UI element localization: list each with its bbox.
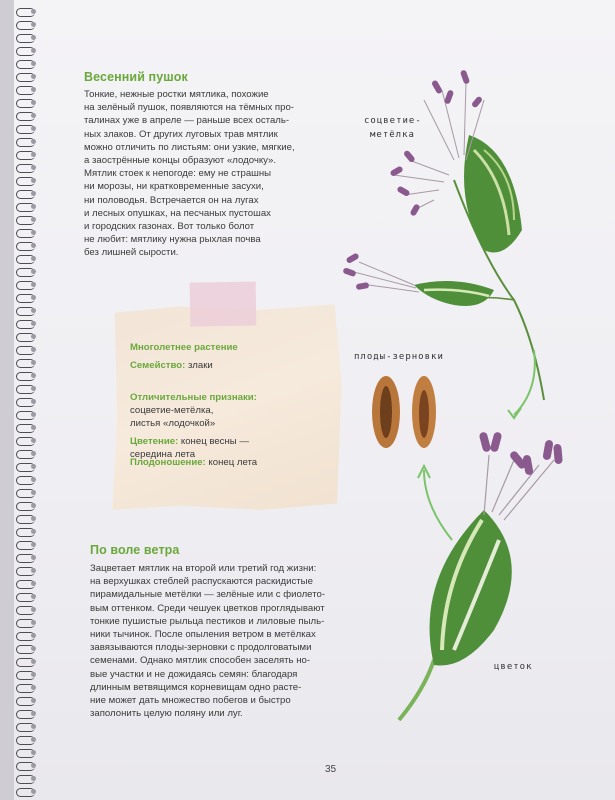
fruit-label: Плодоношение: bbox=[130, 457, 206, 468]
flower-anther bbox=[522, 454, 533, 475]
section-body-wind: Зацветает мятлик на второй или третий год жизни: на верхушках стеблей распускаются раскидистые пирамидальные метёлки — зелёные или с фиолето- вым оттенком. Среди чешуек цветков проглядывают тонкие пушистые рыльца пестиков и лиловые пыль- ники тычинок. После опыления ветром в метёлках завязываются плоды-зерновки с продолговатыми семенами. Однако мятлик способен заселять но- вые участки и не дожидаясь семян: благодаря длинным ветвящимся корневищам одно расте- ние может дать множество побегов и быстро заполонить целую поляну или луг. bbox=[90, 563, 326, 720]
grass-illustration bbox=[14, 0, 615, 800]
bloom-label: Цветение: bbox=[130, 436, 179, 447]
section-title-wind: По воле ветра bbox=[90, 543, 180, 557]
cycle-arrow-left bbox=[424, 470, 452, 540]
features-value: соцветие-метёлка, листья «лодочкой» bbox=[130, 405, 216, 429]
card-heading-label: Многолетнее растение bbox=[130, 342, 238, 353]
anther bbox=[460, 69, 470, 84]
anther bbox=[431, 79, 443, 94]
upper-spikelet bbox=[464, 135, 522, 253]
anther bbox=[342, 267, 356, 277]
anther bbox=[356, 282, 370, 290]
anther bbox=[444, 89, 454, 104]
page-number: 35 bbox=[325, 764, 337, 775]
cycle-arrow-right bbox=[514, 350, 535, 415]
caption-grains: плоды-зерновки bbox=[354, 352, 444, 362]
anther bbox=[403, 149, 416, 163]
flower-anther bbox=[542, 439, 553, 460]
flower-anther bbox=[553, 444, 563, 465]
book-page bbox=[14, 0, 615, 800]
section-body-spring: Тонкие, нежные ростки мятлика, похожие на зелёный пушок, появляются на тёмных про- талинах уже в апреле — раньше всех осталь- ных злаков. От других луговых трав мятлик можно отличить по листьям: они узкие, мягкие, а заострённые концы образуют «лодочку». Мятлик стоек к непогоде: ему не страшны ни морозы, ни кратковременные засухи, ни половодья. Встречается он на лугах и лесных опушках, на песчаных пустошах и городских газонах. Вот только болот не любит: мятлику нужна рыхлая почва без лишней сырости. bbox=[84, 89, 295, 259]
caption-inflorescence-2: метёлка bbox=[370, 130, 415, 140]
flower-anther bbox=[479, 431, 492, 452]
fruit-value: конец лета bbox=[205, 457, 258, 468]
anther bbox=[345, 252, 359, 264]
caption-inflorescence-1: соцветие- bbox=[364, 116, 422, 126]
flower-anther bbox=[490, 431, 503, 452]
features-label: Отличительные признаки: bbox=[130, 392, 257, 403]
family-label: Семейство: bbox=[130, 360, 186, 371]
section-title-spring: Весенний пушок bbox=[84, 70, 188, 84]
anther bbox=[396, 185, 410, 197]
anther bbox=[409, 203, 420, 216]
anther bbox=[471, 95, 483, 108]
bloom-value: конец весны — середина лета bbox=[130, 436, 249, 460]
family-value: злаки bbox=[185, 360, 213, 371]
flower-stem bbox=[399, 660, 434, 720]
caption-flower: цветок bbox=[494, 662, 533, 672]
